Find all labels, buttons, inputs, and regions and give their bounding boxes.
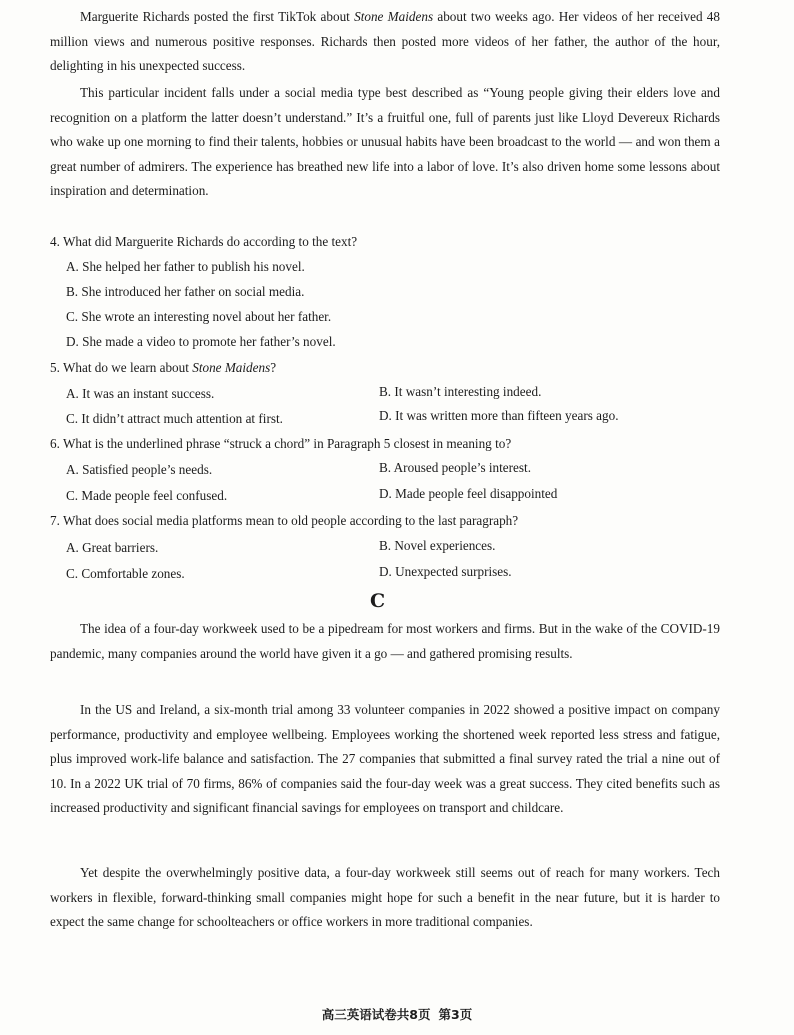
question-5-option-a: A. It was an instant success. — [66, 386, 215, 401]
passage-b-paragraph-2 — [50, 81, 720, 204]
question-7-option-a: A. Great barriers. — [66, 540, 159, 555]
question-5-option-c: C. It didn’t attract much attention at first. — [66, 411, 283, 426]
footer-label: 高三英语试卷共8页 — [321, 1007, 431, 1022]
section-c-heading: C — [370, 590, 386, 612]
question-6-option-d: D. Made people feel disappointed — [379, 486, 558, 501]
question-7-option-c: C. Comfortable zones. — [66, 566, 185, 581]
para2-text: This particular incident falls under a social media type best described as “Young people giving their elders love and recognition on a platform the latter doesn’t understand.” It’s a fruitful one, full of parents just like Lloyd Devereux Richards who wake up one morning to find their talents, hobbies or unusual habits have been broadcast to the world — and won them a great number of admirers. The experience has breathed new life into a labor of love. It’s also driven home some lessons about inspiration and determination. — [50, 85, 720, 199]
section-c-paragraph-1: The idea of a four-day workweek used to be a pipedream for most workers and firms. But in the wake of the COVID-19 pandemic, many companies around the world have given it a go — and gathered promising results. — [50, 621, 720, 661]
question-6-option-b: B. Aroused people’s interest. — [379, 460, 531, 475]
question-4-stem: 4. What did Marguerite Richards do according to the text? — [50, 234, 358, 249]
question-7-option-d: D. Unexpected surprises. — [379, 564, 512, 579]
question-4-option-d: D. She made a video to promote her father’s novel. — [66, 334, 336, 349]
question-4-option-c: C. She wrote an interesting novel about her father. — [66, 309, 332, 324]
question-6-option-c: C. Made people feel confused. — [66, 488, 228, 503]
question-6-option-a: A. Satisfied people’s needs. — [66, 462, 213, 477]
para1-text-b: about two weeks ago. Her videos of her received 48 million views and numerous positive responses. Richards then posted more videos of her father, the author of the hour, delighting in his unexpected success. — [50, 9, 720, 74]
page-footer — [0, 1005, 794, 1023]
novel-title: Stone Maidens — [354, 9, 434, 24]
question-6-stem: 6. What is the underlined phrase “struck a chord” in Paragraph 5 closest in meaning to? — [50, 436, 512, 451]
question-4-option-a: A. She helped her father to publish his novel. — [66, 259, 305, 274]
passage-b-paragraph-1 — [50, 5, 720, 79]
section-c-paragraph-3: Yet despite the overwhelmingly positive data, a four-day workweek still seems out of reach for many workers. Tech workers in flexible, forward-thinking small companies might hope for such a benefit in the near future, but it is harder to expect the same change for schoolteachers or office workers in more traditional companies. — [50, 865, 720, 930]
question-5-option-b: B. It wasn’t interesting indeed. — [379, 384, 542, 399]
question-7-option-b: B. Novel experiences. — [379, 538, 496, 553]
para1-text-a: Marguerite Richards posted the first TikTok about — [80, 9, 355, 24]
section-c-paragraph-2: In the US and Ireland, a six-month trial among 33 volunteer companies in 2022 showed a positive impact on company performance, productivity and employee wellbeing. Employees working the shortened week reported less stress and fatigue, plus improved work-life balance and satisfaction. The 27 companies that submitted a final survey rated the trial a nine out of 10. In a 2022 UK trial of 70 firms, 86% of companies said the four-day week was a great success. They cited benefits such as increased productivity and significant financial savings for employees on transport and childcare. — [50, 702, 720, 816]
question-4-option-b: B. She introduced her father on social media. — [66, 284, 305, 299]
question-5-stem: 5. What do we learn about Stone Maidens? — [50, 360, 277, 375]
question-7-stem: 7. What does social media platforms mean to old people according to the last paragraph? — [50, 513, 519, 528]
page-number: 第3页 — [438, 1007, 473, 1022]
question-5-option-d: D. It was written more than fifteen years ago. — [379, 408, 619, 423]
